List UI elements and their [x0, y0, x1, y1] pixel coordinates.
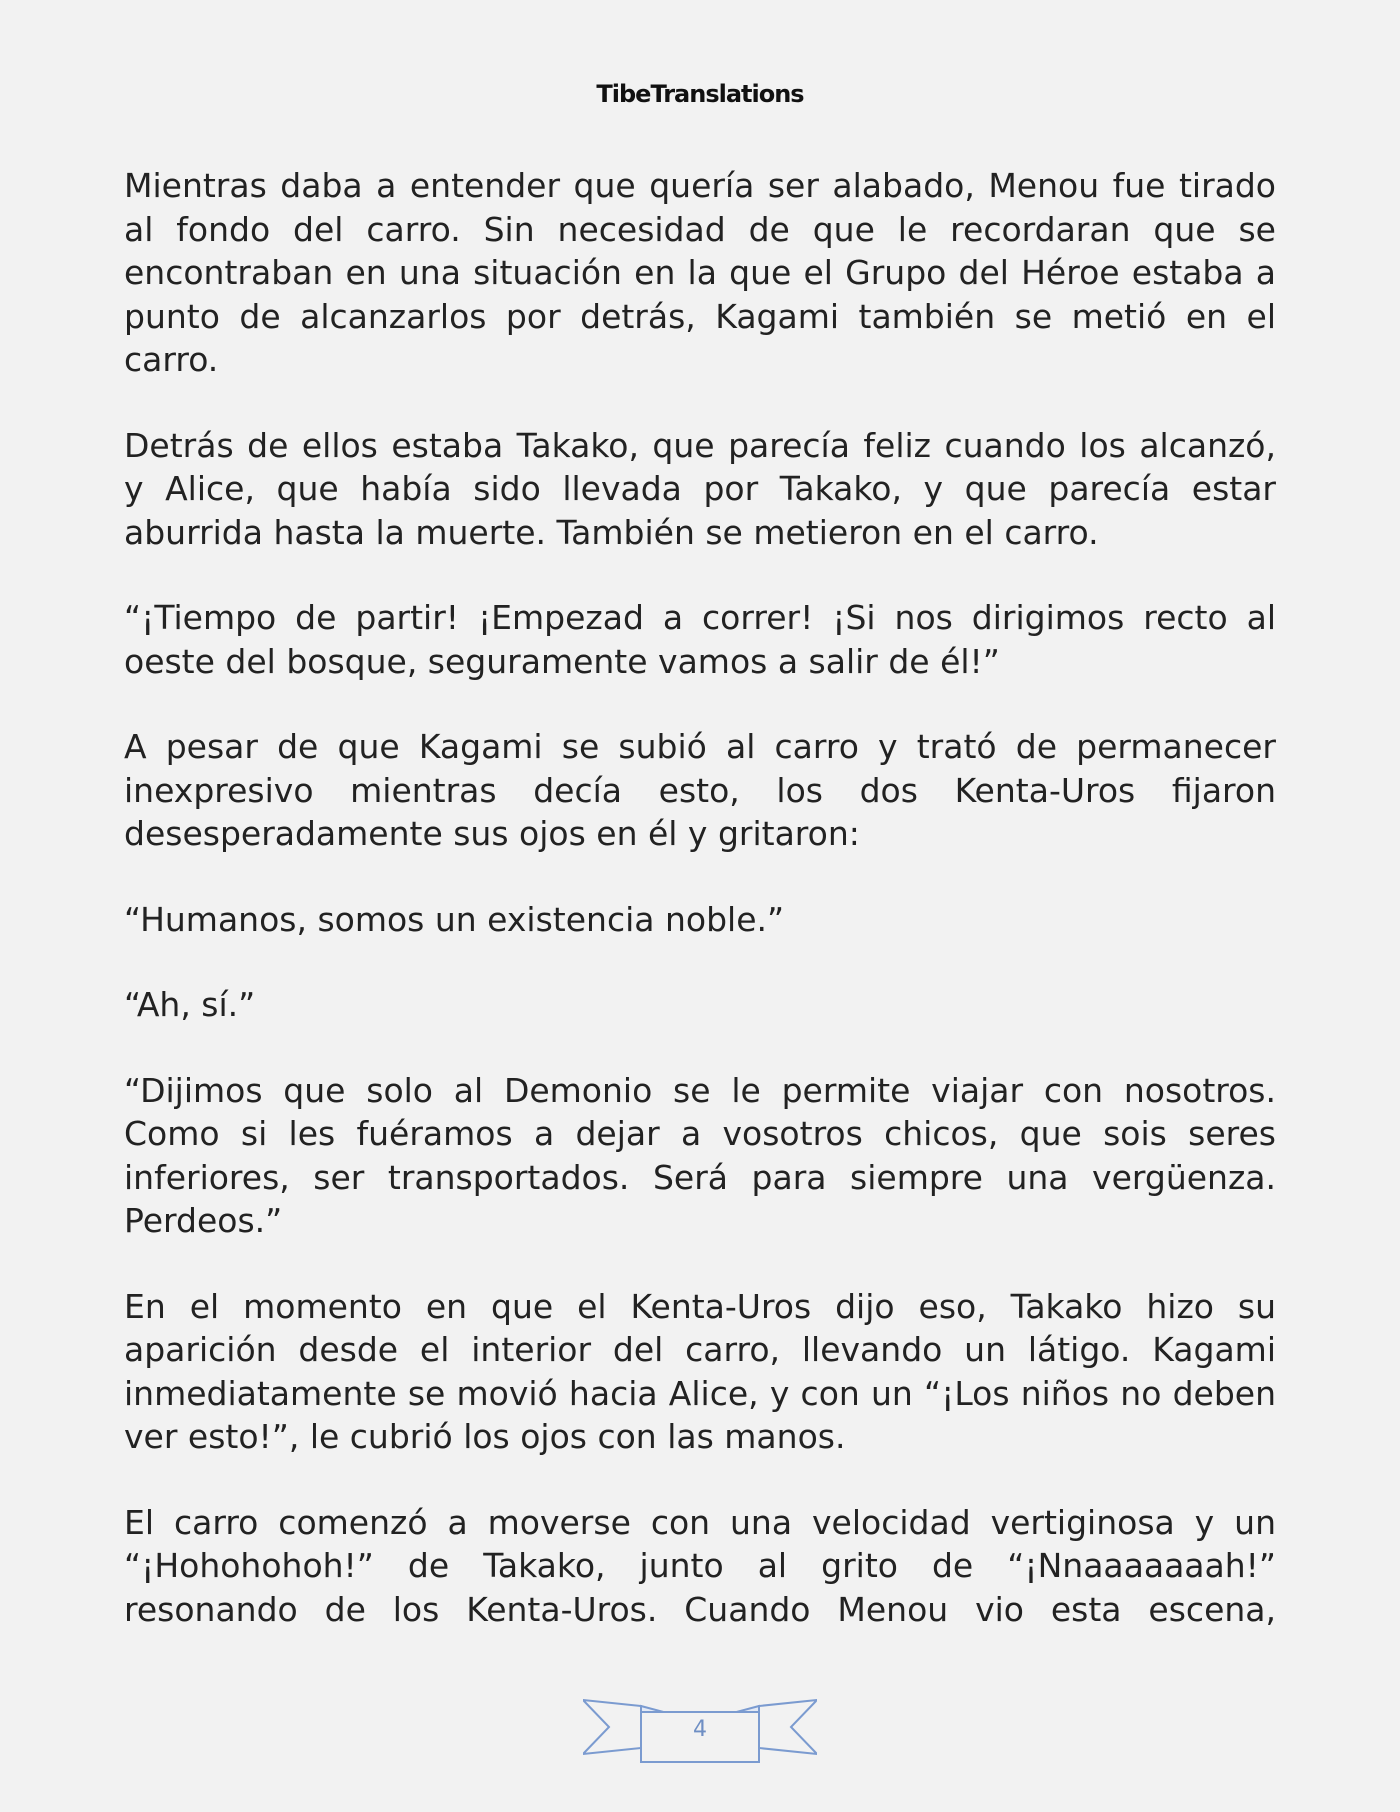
paragraph: En el momento en que el Kenta-Uros dijo eso, Takako hizo su aparición desde el interior del carro, llevando un látigo. Kagami inmediatamente se movió hacia Alice, y con un “¡Los niños no deben ver esto!”, le cubrió los ojos con las manos.	[124, 1286, 1276, 1456]
page-number: 4	[693, 1717, 707, 1742]
page-header-title: TibeTranslations	[596, 80, 804, 108]
paragraph: “Ah, sí.”	[124, 985, 256, 1024]
paragraph: A pesar de que Kagami se subió al carro y trató de permanecer inexpresivo mientras decía esto, los dos Kenta-Uros fijaron desesperadamente sus ojos en él y gritaron:	[124, 727, 1276, 853]
paragraph: “Humanos, somos un existencia noble.”	[124, 899, 785, 939]
paragraph: “¡Tiempo de partir! ¡Empezad a correr! ¡Si nos dirigimos recto al oeste del bosque, seguramente vamos a salir de él!”	[124, 598, 1276, 681]
document-body	[124, 164, 1276, 1631]
paragraph: El carro comenzó a moverse con una velocidad vertiginosa y un “¡Hohohohoh!” de Takako, junto al grito de “¡Nnaaaaaaah!” resonando de los Kenta-Uros. Cuando Menou vio esta escena,	[124, 1502, 1276, 1629]
paragraph: “Dijimos que solo al Demonio se le permite viajar con nosotros. Como si les fuéramos a dejar a vosotros chicos, que sois seres inferiores, ser transportados. Será para siempre una vergüenza. Perdeos.”	[124, 1070, 1276, 1240]
paragraph: Mientras daba a entender que quería ser alabado, Menou fue tirado al fondo del carro. Sin necesidad de que le recordaran que se encontraban en una situación en la que el Grupo del Héroe estaba a punto de alcanzarlos por detrás, Kagami también se metió en el carro.	[124, 166, 1276, 379]
page-number-ribbon	[583, 1692, 817, 1766]
paragraph: Detrás de ellos estaba Takako, que parecía feliz cuando los alcanzó, y Alice, que había sido llevada por Takako, y que parecía estar aburrida hasta la muerte. También se metieron en el carro.	[124, 425, 1276, 552]
